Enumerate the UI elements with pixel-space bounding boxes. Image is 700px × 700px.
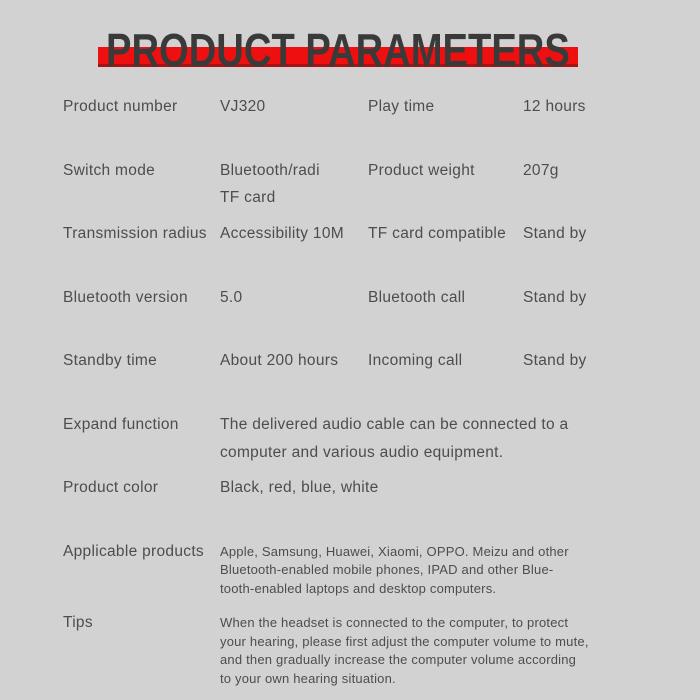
- spec-label-left: Tips: [63, 614, 93, 631]
- spec-value-right: 12 hours: [523, 98, 586, 115]
- spec-value-left: [220, 614, 589, 688]
- spec-value-line: The delivered audio cable can be connected to a: [220, 415, 569, 433]
- spec-label-left: Product number: [63, 98, 178, 115]
- spec-value-line: tooth-enabled laptops and desktop computers.: [220, 580, 497, 596]
- spec-label-right: TF card compatible: [368, 225, 507, 242]
- spec-value-line: About 200 hours: [220, 352, 339, 369]
- spec-value-line: Bluetooth-enabled mobile phones, IPAD and other Blue-: [220, 562, 554, 577]
- spec-label-left: Applicable products: [63, 542, 204, 560]
- spec-label-right: Incoming call: [368, 352, 463, 369]
- spec-value-line: Bluetooth/radi: [220, 161, 320, 179]
- spec-value-line: Apple, Samsung, Huawei, Xiaomi, OPPO. Meizu and other: [220, 543, 569, 559]
- section-header: [98, 18, 578, 76]
- spec-value-right: 207g: [523, 161, 559, 179]
- spec-value-left: [220, 351, 338, 371]
- spec-label-left: Switch mode: [63, 161, 156, 179]
- spec-value-left: [220, 543, 569, 599]
- spec-value-left: [220, 97, 265, 117]
- spec-value-line: and then gradually increase the computer volume according: [220, 652, 577, 667]
- spec-label-right: Bluetooth call: [368, 288, 466, 306]
- spec-label-left: Bluetooth version: [63, 288, 188, 306]
- spec-label-left: Expand function: [63, 415, 179, 433]
- page-title: PRODUCT PARAMETERS: [106, 24, 570, 76]
- spec-label-left: Transmission radius: [63, 225, 207, 242]
- spec-label-right: Play time: [368, 98, 435, 115]
- spec-value-left: [220, 288, 242, 308]
- spec-value-line: Accessibility 10M: [220, 225, 344, 242]
- spec-value-line: Black, red, blue, white: [220, 479, 379, 496]
- spec-value-line: computer and various audio equipment.: [220, 443, 504, 461]
- spec-label-right: Product weight: [368, 161, 475, 179]
- spec-label-left: Product color: [63, 479, 159, 496]
- spec-value-line: TF card: [220, 189, 276, 207]
- spec-value-left: [220, 224, 344, 244]
- spec-label-left: Standby time: [63, 352, 158, 369]
- spec-value-right: Stand by: [523, 352, 587, 369]
- spec-value-left: [220, 411, 568, 467]
- spec-value-left: [220, 478, 379, 498]
- spec-value-right: Stand by: [523, 288, 587, 306]
- spec-value-left: [220, 157, 320, 212]
- spec-value-line: When the headset is connected to the computer, to protect: [220, 615, 569, 630]
- spec-value-right: Stand by: [523, 225, 587, 242]
- spec-value-line: your hearing, please first adjust the computer volume to mute,: [220, 633, 589, 649]
- spec-value-line: to your own hearing situation.: [220, 670, 396, 686]
- spec-value-line: 5.0: [220, 288, 243, 306]
- spec-value-line: VJ320: [220, 98, 266, 115]
